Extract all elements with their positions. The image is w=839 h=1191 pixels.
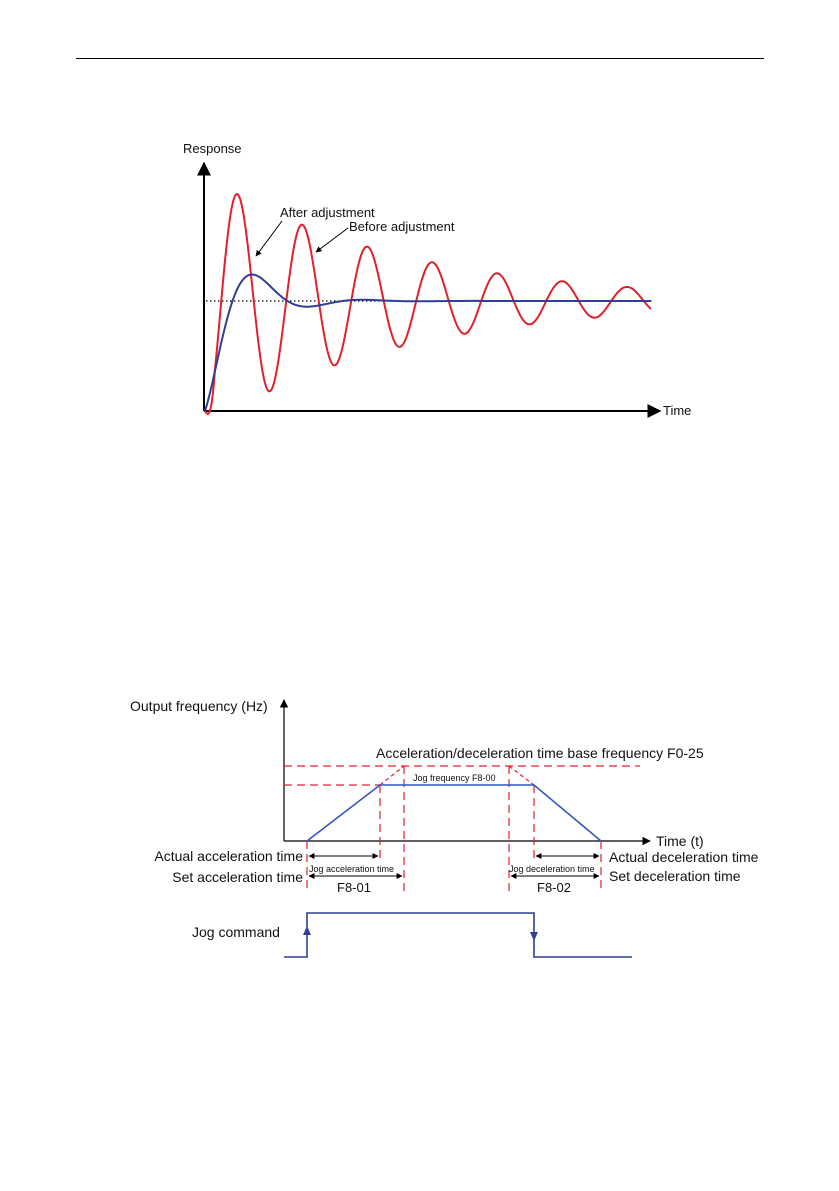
actual-acc-time-label: Actual acceleration time (154, 848, 303, 864)
before-adjustment-label: Before adjustment (349, 219, 455, 234)
jog-command-label: Jog command (192, 924, 280, 940)
dec-param-label: F8-02 (537, 880, 571, 895)
set-acc-slope-guide (380, 766, 404, 785)
response-x-label: Time (663, 403, 692, 418)
jog-command-rise-arrow (303, 926, 311, 935)
response-y-label: Response (183, 141, 242, 156)
jog-acc-time-label: Jog acceleration time (309, 864, 395, 874)
jog-figure (130, 698, 759, 957)
base-frequency-label: Acceleration/deceleration time base frequency F0-25 (376, 745, 704, 761)
set-dec-slope-guide (509, 766, 534, 785)
jog-frequency-label: Jog frequency F8-00 (413, 773, 496, 783)
after-adjustment-pointer (256, 221, 282, 256)
output-frequency-profile (307, 785, 601, 841)
jog-command-waveform (284, 913, 632, 957)
jog-dec-time-label: Jog deceleration time (509, 864, 595, 874)
actual-dec-time-label: Actual deceleration time (609, 849, 759, 865)
set-dec-time-label: Set deceleration time (609, 868, 741, 884)
after-adjustment-label: After adjustment (280, 205, 375, 220)
before-adjustment-pointer (316, 228, 348, 252)
set-acc-time-label: Set acceleration time (172, 869, 303, 885)
jog-y-label: Output frequency (Hz) (130, 698, 268, 714)
jog-command-fall-arrow (530, 932, 538, 941)
jog-x-label: Time (t) (656, 833, 704, 849)
acc-param-label: F8-01 (337, 880, 371, 895)
